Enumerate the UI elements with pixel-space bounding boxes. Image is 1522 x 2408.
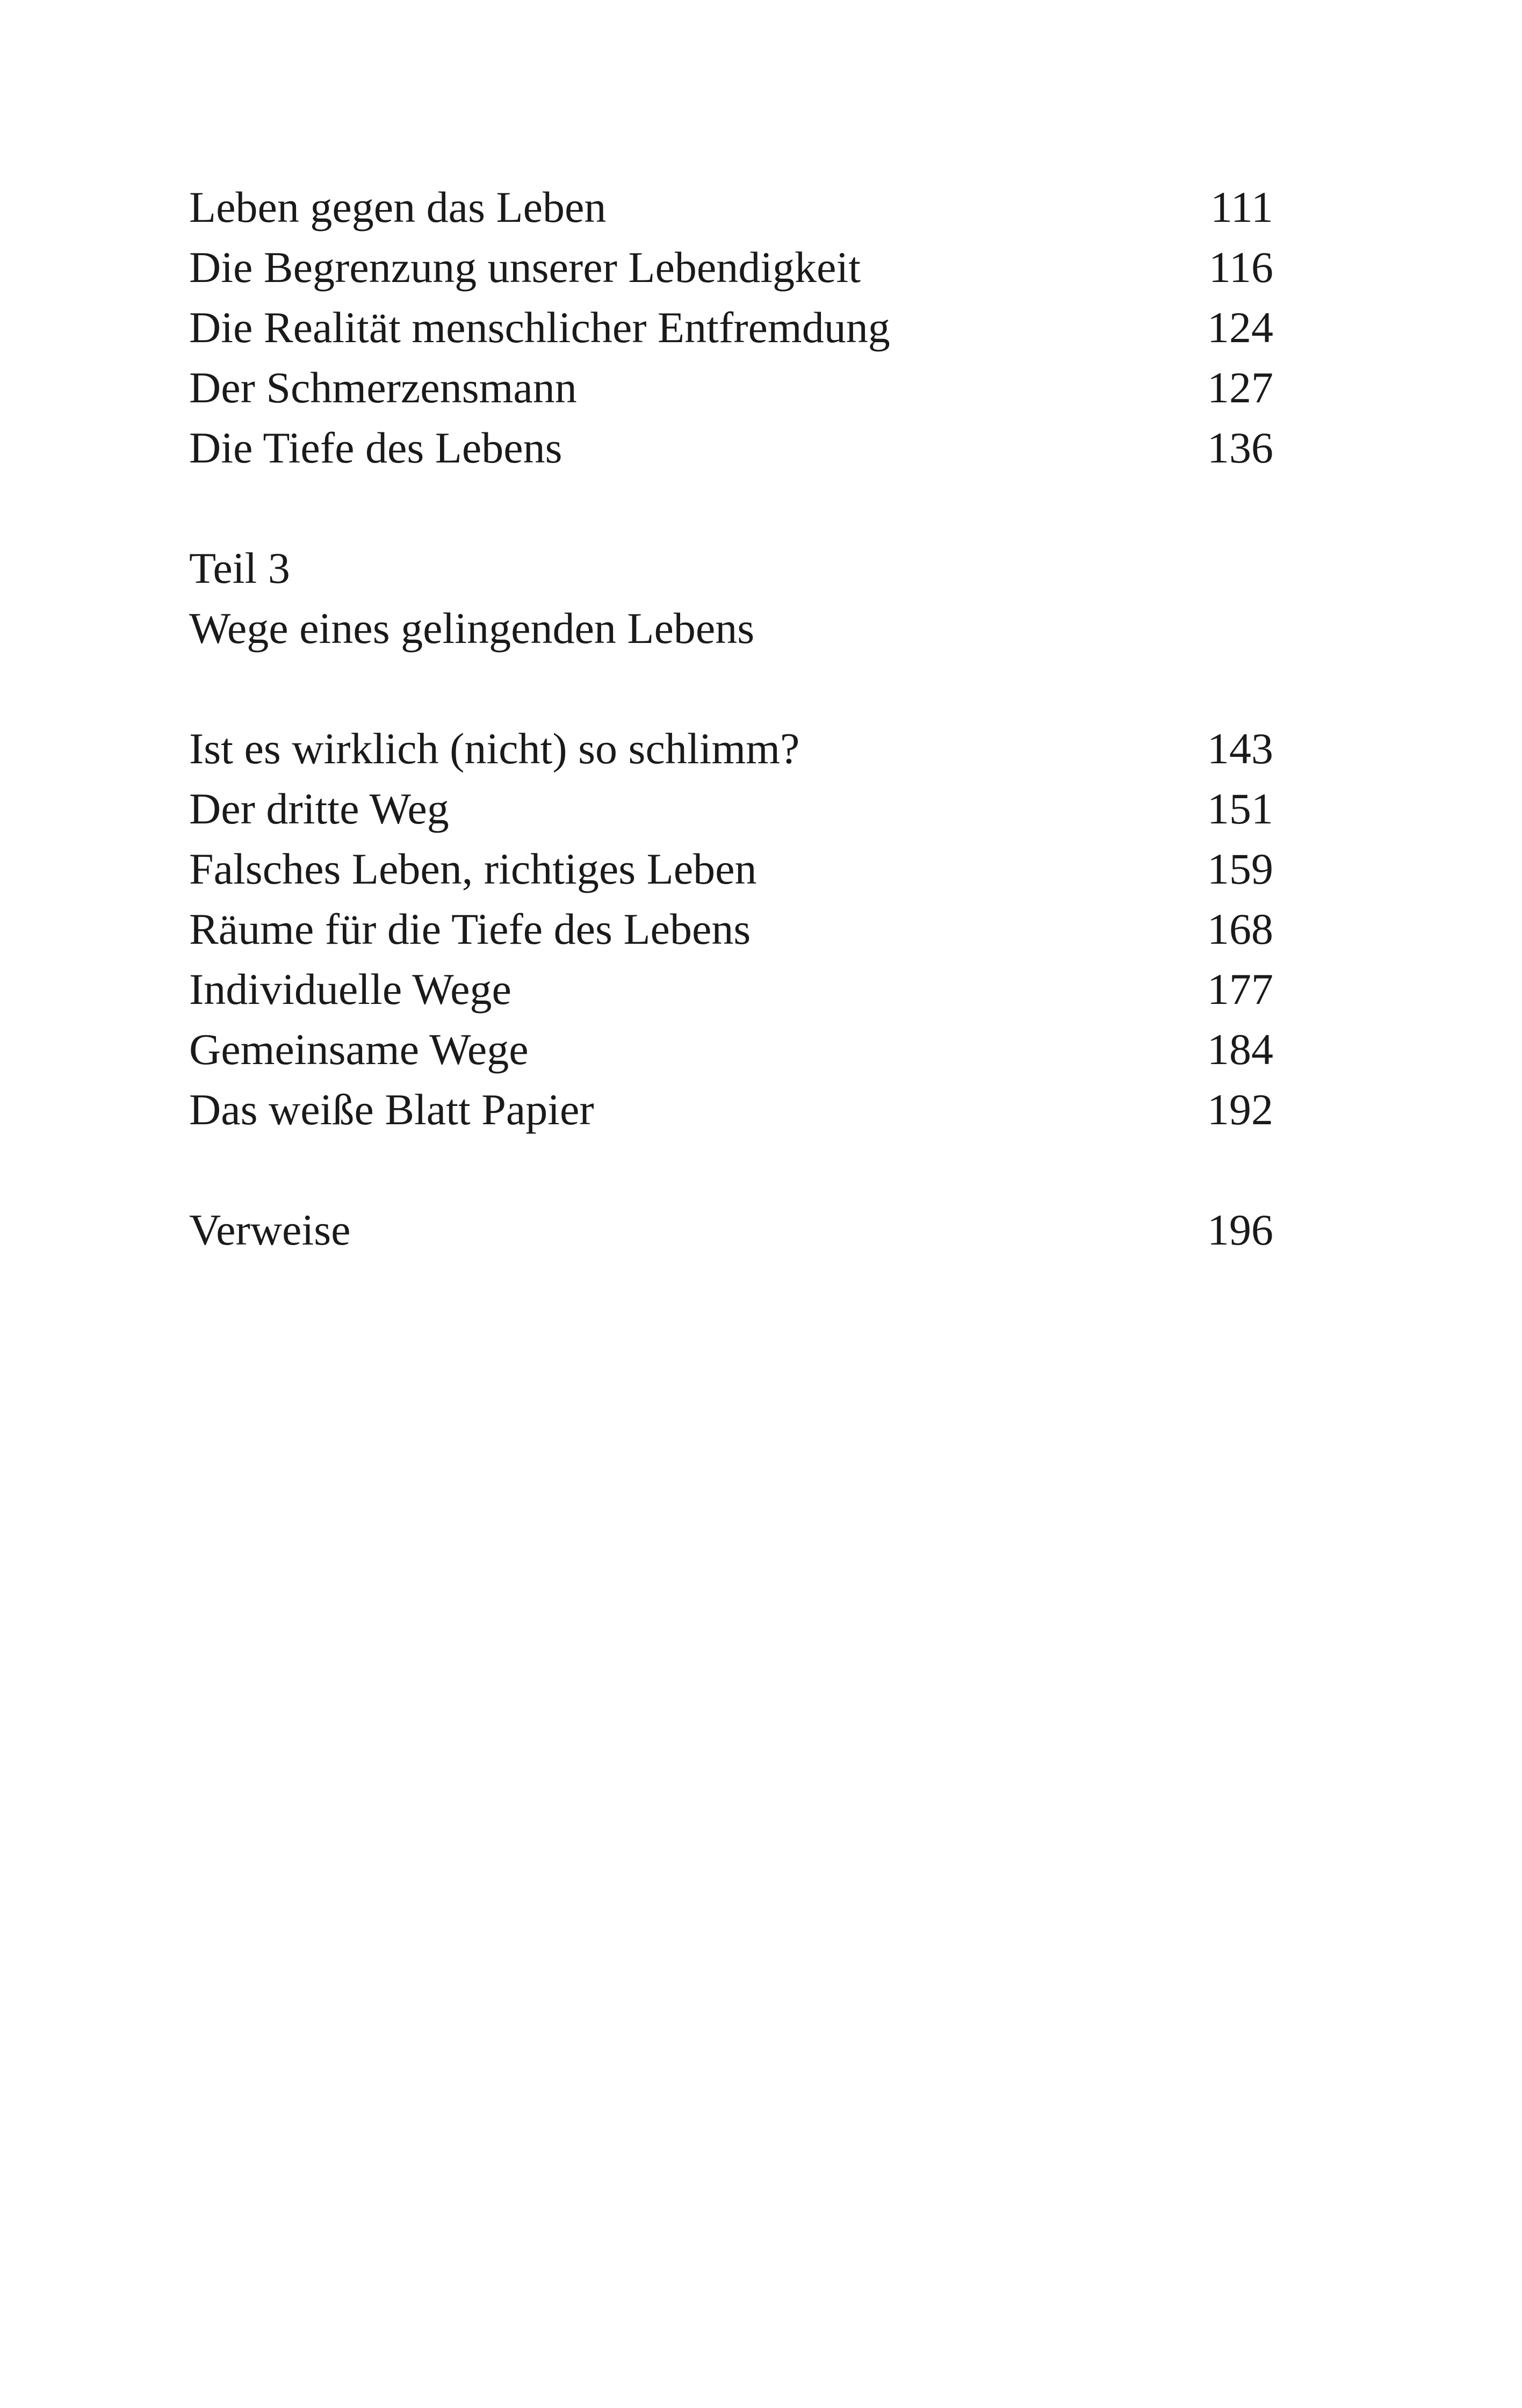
toc-entry <box>189 298 1273 358</box>
toc-entry-title: Die Begrenzung unserer Lebendigkeit <box>189 243 861 292</box>
toc-entry-page: 116 <box>1209 243 1273 292</box>
toc-entry-title: Verweise <box>189 1205 351 1254</box>
toc-entry <box>189 719 1273 779</box>
toc-entry-title: Ist es wirklich (nicht) so schlimm? <box>189 724 800 773</box>
toc-entry-title: Falsches Leben, richtiges Leben <box>189 844 757 893</box>
toc-entry-page: 177 <box>1207 965 1273 1014</box>
toc-entry-appendix <box>189 1200 1273 1260</box>
toc-entry-title: Der dritte Weg <box>189 784 449 833</box>
part-label: Teil 3 <box>189 544 290 592</box>
toc-entry-title: Individuelle Wege <box>189 965 511 1014</box>
toc-entry <box>189 1019 1273 1080</box>
toc-entry-title: Leben gegen das Leben <box>189 183 607 232</box>
toc-entry <box>189 899 1273 959</box>
toc-entry-title: Der Schmerzensmann <box>189 363 577 412</box>
toc-entry-title: Die Realität menschlicher Entfremdung <box>189 303 890 352</box>
spacer <box>189 1140 1273 1200</box>
toc-entry-page: 136 <box>1207 423 1273 472</box>
toc-entry <box>189 418 1273 478</box>
toc-entry <box>189 1080 1273 1140</box>
toc-entry-title: Die Tiefe des Lebens <box>189 423 562 472</box>
toc-entry-title: Räume für die Tiefe des Lebens <box>189 905 751 953</box>
toc-entry-page: 127 <box>1207 363 1273 412</box>
toc-entry-page: 196 <box>1207 1205 1273 1254</box>
toc-entry-page: 151 <box>1207 784 1273 833</box>
table-of-contents <box>189 177 1273 1260</box>
toc-entry <box>189 959 1273 1019</box>
toc-entry-title: Gemeinsame Wege <box>189 1025 529 1074</box>
part-title: Wege eines gelingenden Lebens <box>189 604 755 653</box>
toc-entry-page: 159 <box>1207 844 1273 893</box>
spacer <box>189 659 1273 719</box>
toc-entry-page: 111 <box>1210 183 1273 232</box>
toc-entry <box>189 779 1273 839</box>
toc-entry <box>189 177 1273 237</box>
toc-entry-page: 192 <box>1207 1085 1273 1134</box>
toc-entry-page: 143 <box>1207 724 1273 773</box>
toc-entry-page: 184 <box>1207 1025 1273 1074</box>
toc-entry <box>189 237 1273 298</box>
toc-entry-page: 124 <box>1207 303 1273 352</box>
toc-entry <box>189 358 1273 418</box>
toc-entry-title: Das weiße Blatt Papier <box>189 1085 594 1134</box>
toc-entry-page: 168 <box>1207 905 1273 953</box>
spacer <box>189 478 1273 538</box>
toc-entry <box>189 839 1273 899</box>
